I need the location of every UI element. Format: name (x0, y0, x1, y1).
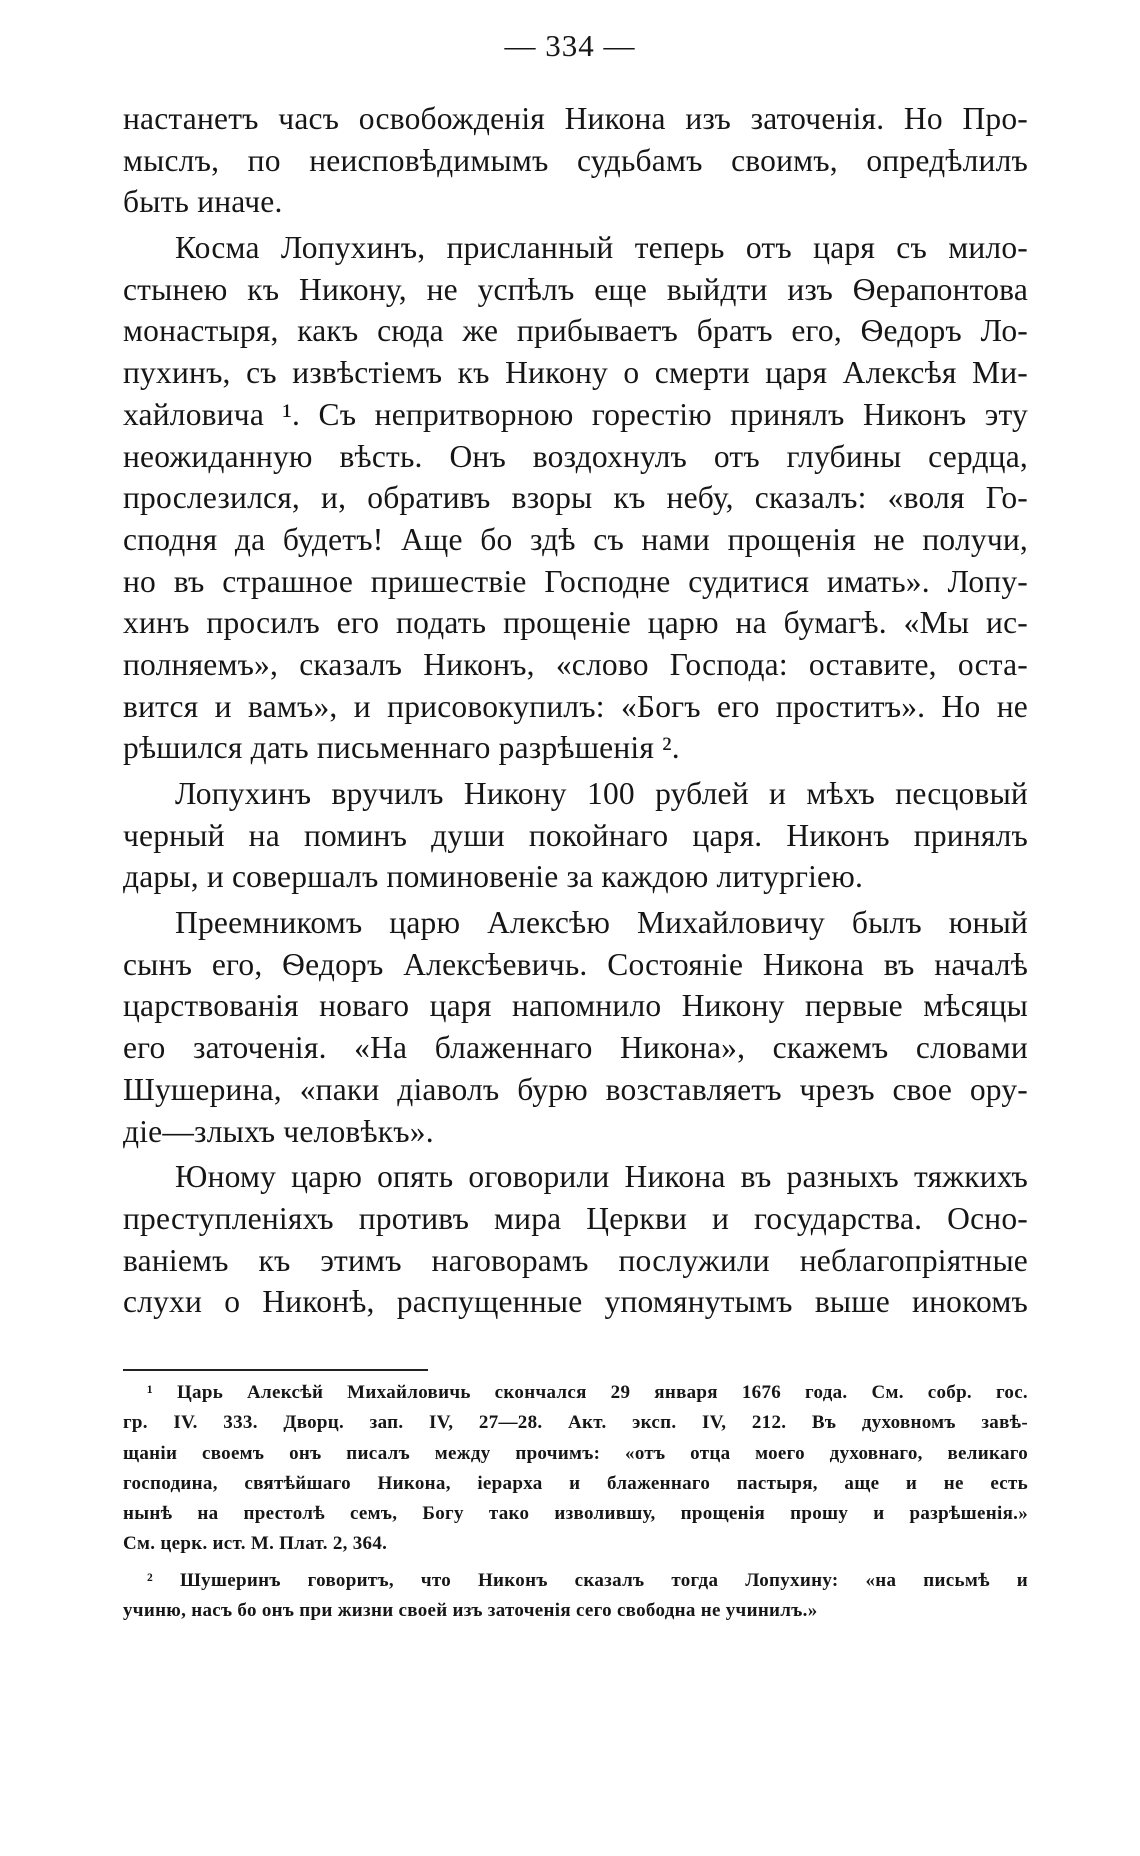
text-line: вится и вамъ», и присовокупилъ: «Богъ его проститъ». Но не (123, 688, 1028, 724)
text-line: его заточенія. «На блаженнаго Никона», скажемъ словами (123, 1030, 1028, 1066)
text-line: Косма Лопухинъ, присланный теперь отъ царя съ мило- (175, 230, 1028, 266)
text-line: ваніемъ къ этимъ наговорамъ послужили неблагопріятные (123, 1242, 1028, 1278)
text-line: Юному царю опять оговорили Никона въ разныхъ тяжкихъ (175, 1159, 1028, 1195)
footnote-line: господина, святѣйшаго Никона, іерарха и блаженнаго пастыря, аще и не есть (123, 1472, 1028, 1494)
text-line: настанетъ часъ освобожденія Никона изъ заточенія. Но Про- (123, 101, 1028, 136)
text-line: слухи о Никонѣ, распущенные упомянутымъ выше инокомъ (123, 1284, 1028, 1320)
text-line: Лопухинъ вручилъ Никону 100 рублей и мѣхъ песцовый (175, 776, 1028, 811)
text-line: мыслъ, по неисповѣдимымъ судьбамъ своимъ, опредѣлилъ (123, 142, 1028, 178)
footnote-line: гр. IV. 333. Дворц. зап. IV, 27—28. Акт. эксп. IV, 212. Въ духовномъ завѣ- (123, 1412, 1028, 1434)
footnote-divider (123, 1369, 428, 1371)
text-line: но въ страшное пришествіе Господне судитися имать». Лопу- (123, 563, 1028, 599)
text-line: царствованія новаго царя напомнило Никону первые мѣсяцы (123, 988, 1028, 1024)
text-line: полняемъ», сказалъ Никонъ, «слово Господа: оставите, оста- (123, 646, 1028, 682)
text-line: дары, и совершалъ поминовеніе за каждою литургіею. (123, 859, 864, 895)
footnote-line: учиню, насъ бо онъ при жизни своей изъ заточенія сего свободна не учинилъ.» (123, 1600, 818, 1622)
footnotes (123, 1378, 1028, 1626)
paragraph (123, 227, 1028, 769)
text-line: Преемникомъ царю Алексѣю Михайловичу былъ юный (175, 905, 1028, 941)
footnote-1 (123, 1378, 1028, 1560)
text-line: прослезился, и, обративъ взоры къ небу, сказалъ: «воля Го- (123, 480, 1028, 516)
text-line: пухинъ, съ извѣстіемъ къ Никону о смерти царя Алексѣя Ми- (123, 355, 1028, 391)
text-line: рѣшился дать письменнаго разрѣшенія ². (123, 730, 680, 766)
text-line: преступленіяхъ противъ мира Церкви и государства. Осно- (123, 1200, 1028, 1236)
page-number: — 334 — (504, 28, 636, 63)
text-line: Шушерина, «паки діаволъ бурю возставляетъ чрезъ свое ору- (123, 1071, 1028, 1107)
text-line: черный на поминъ души покойнаго царя. Никонъ принялъ (123, 817, 1028, 853)
text-line: стынею къ Никону, не успѣлъ еще выйдти изъ Ѳерапонтова (123, 271, 1028, 307)
text-line: монастыря, какъ сюда же прибываетъ братъ его, Ѳедоръ Ло- (123, 313, 1028, 349)
paragraph (123, 773, 1028, 898)
footnote-line: ¹ Царь Алексѣй Михайловичь скончался 29 января 1676 года. См. собр. гос. (147, 1382, 1028, 1403)
text-line: неожиданную вѣсть. Онъ воздохнулъ отъ глубины сердца, (123, 438, 1028, 474)
footnote-2 (123, 1566, 1028, 1627)
paragraph (123, 1156, 1028, 1323)
main-text (123, 98, 1028, 1323)
text-line: быть иначе. (123, 184, 283, 220)
text-line: хинъ просилъ его подать прощеніе царю на бумагѣ. «Мы ис- (123, 605, 1028, 641)
paragraph (123, 98, 1028, 223)
footnote-line: ² Шушеринъ говоритъ, что Никонъ сказалъ тогда Лопухину: «на письмѣ и (147, 1569, 1028, 1591)
paragraph (123, 902, 1028, 1152)
footnote-line: См. церк. ист. М. Плат. 2, 364. (123, 1533, 388, 1555)
text-line: діе—злыхъ человѣкъ». (123, 1113, 434, 1149)
text-line: сподня да будетъ! Аще бо здѣ съ нами прощенія не получи, (123, 521, 1028, 557)
footnote-line: щаніи своемъ онъ писалъ между прочимъ: «отъ отца моего духовнаго, великаго (123, 1442, 1028, 1464)
text-line: хайловича ¹. Съ непритворною горестію принялъ Никонъ эту (123, 396, 1028, 432)
footnote-line: нынѣ на престолѣ семъ, Богу тако изволившу, прощенія прошу и разрѣшенія.» (123, 1503, 1028, 1525)
text-line: сынъ его, Ѳедоръ Алексѣевичь. Состояніе Никона въ началѣ (123, 946, 1028, 982)
